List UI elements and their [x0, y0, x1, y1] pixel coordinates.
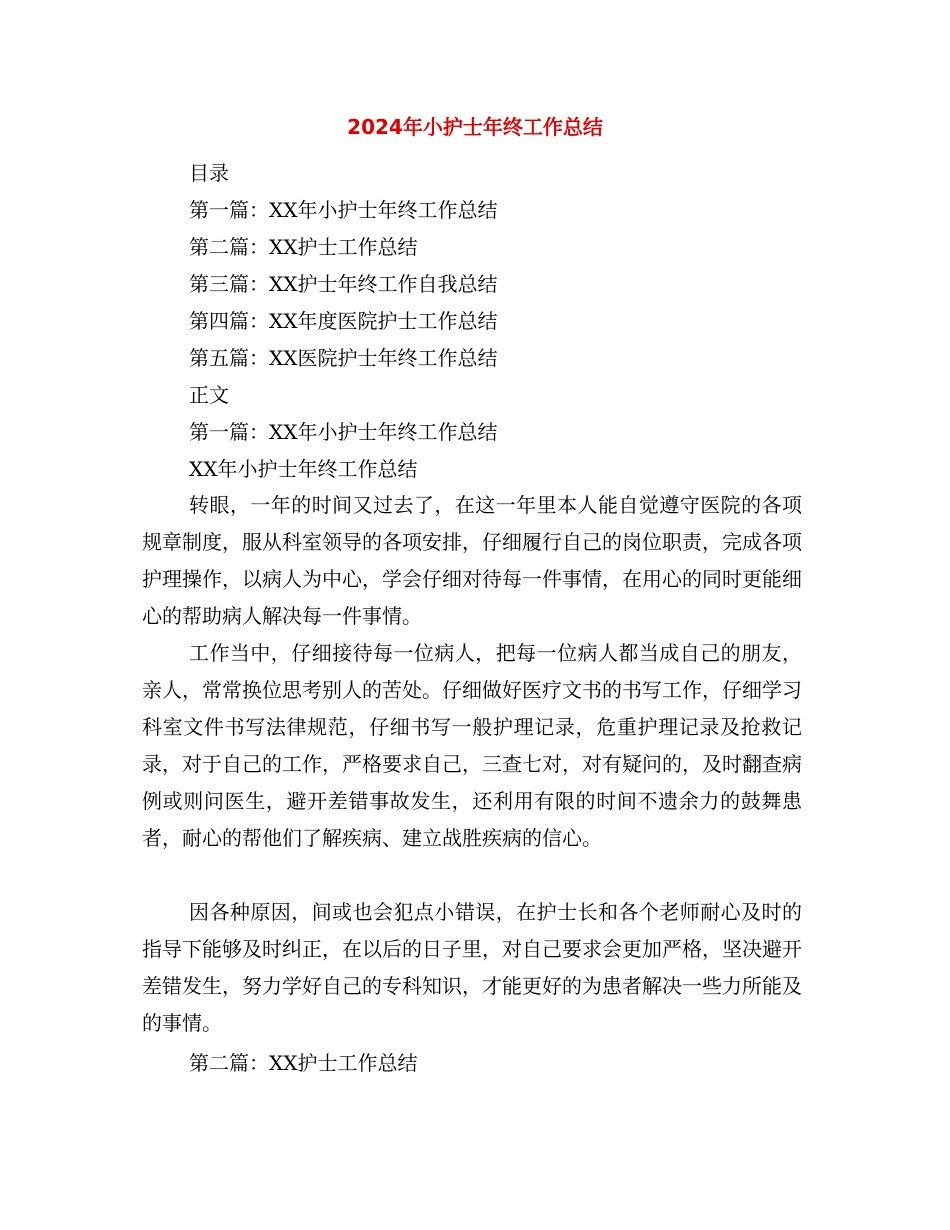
paragraph-2: 工作当中，仔细接待每一位病人，把每一位病人都当成自己的朋友，亲人，常常换位思考别人的苦处。仔细做好医疗文书的书写工作，仔细学习科室文件书写法律规范，仔细书写一般护理记录，危重护理记录及抢救记录，对于自己的工作，严格要求自己，三查七对，对有疑问的，及时翻查病例或则问医生，避开差错事故发生，还利用有限的时间不遗余力的鼓舞患者，耐心的帮他们了解疾病、建立战胜疾病的信心。: [142, 641, 802, 850]
toc-heading: 目录: [189, 161, 229, 185]
toc-item-3: 第三篇：XX护士年终工作自我总结: [189, 272, 498, 296]
toc-item-2: 第二篇：XX护士工作总结: [189, 235, 418, 259]
section-heading-2: 第二篇：XX护士工作总结: [189, 1051, 418, 1075]
paragraph-1: 转眼，一年的时间又过去了，在这一年里本人能自觉遵守医院的各项规章制度，服从科室领导的各项安排，仔细履行自己的岗位职责，完成各项护理操作，以病人为中心，学会仔细对待每一件事情，在用心的同时更能细心的帮助病人解决每一件事情。: [142, 493, 802, 628]
paragraph-3: 因各种原因，间或也会犯点小错误，在护士长和各个老师耐心及时的指导下能够及时纠正，在以后的日子里，对自己要求会更加严格，坚决避开差错发生，努力学好自己的专科知识，才能更好的为患者解决一些力所能及的事情。: [142, 900, 802, 1035]
body-heading: 正文: [189, 383, 229, 407]
toc-item-4: 第四篇：XX年度医院护士工作总结: [189, 309, 498, 333]
document-title: 2024年小护士年终工作总结: [347, 115, 603, 139]
section-subtitle: XX年小护士年终工作总结: [189, 457, 418, 481]
toc-item-5: 第五篇：XX医院护士年终工作总结: [189, 346, 498, 370]
toc-item-1: 第一篇：XX年小护士年终工作总结: [189, 198, 498, 222]
section-heading-1: 第一篇：XX年小护士年终工作总结: [189, 420, 498, 444]
